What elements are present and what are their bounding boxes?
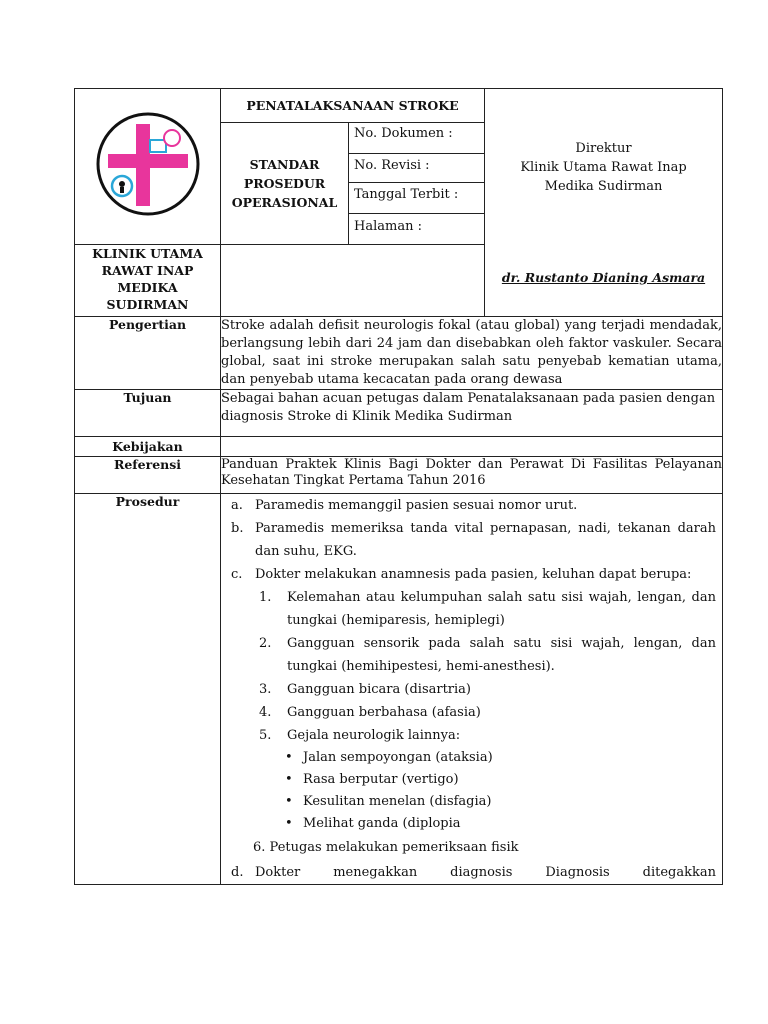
referensi-text: Panduan Praktek Klinis Bagi Dokter dan Perawat Di Fasilitas Pelayanan Kesehatan Tingkat Pertama Tahun 2016 [221,457,723,494]
sop-table [74,88,723,885]
director-name: dr. Rustanto Dianing Asmara [501,270,706,285]
bullet-icon: • [285,794,293,809]
symptom-bullet-1: • Jalan sempoyongan (ataksia) [227,747,716,769]
prosedur-content [221,494,723,885]
tujuan-text: Sebagai bahan acuan petugas dalam Penatalaksanaan pada pasien dengan diagnosis Stroke di Klinik Medika Sudirman [221,390,723,437]
logo-cell [75,89,221,245]
symptom-bullet-4: • Melihat ganda (diplopia [227,813,716,835]
symptom-bullet-3: • Kesulitan menelan (disfagia) [227,791,716,813]
page-number: Halaman : [354,219,422,234]
document-meta-cell [349,123,485,245]
prosedur-label: Prosedur [75,494,221,885]
step-c-2: 2. Gangguan sensorik pada salah satu sisi wajah, lengan, dan tungkai (hemihipestesi, hemi-anesthesi). [259,636,716,674]
step-d: d. Dokter menegakkan diagnosis Diagnosis ditegakkan [231,865,716,880]
bullet-icon: • [285,750,293,765]
kebijakan-text [221,437,723,457]
sop-document [74,88,722,885]
kebijakan-label: Kebijakan [75,437,221,457]
director-cell [485,89,723,317]
clinic-name: KLINIK UTAMA RAWAT INAP MEDIKA SUDIRMAN [75,245,221,317]
director-org-line-1: Klinik Utama Rawat Inap [520,160,687,175]
document-title: PENATALAKSANAAN STROKE [221,89,485,123]
director-org-line-2: Medika Sudirman [544,179,663,194]
step-c-5: 5. Gejala neurologik lainnya: [259,728,461,743]
bullet-icon: • [285,816,293,831]
pengertian-label: Pengertian [75,317,221,390]
step-c-4: 4. Gangguan berbahasa (afasia) [259,705,481,720]
pengertian-text: Stroke adalah defisit neurologis fokal (atau global) yang terjadi mendadak, berlangsung lebih dari 24 jam dan disebabkan oleh faktor vaskuler. Secara global, saat ini stroke merupakan salah satu penyebab kematian utama, dan penyebab utama kecacatan pada orang dewasa [221,317,723,390]
step-c-1: 1. Kelemahan atau kelumpuhan salah satu sisi wajah, lengan, dan tungkai (hemiparesis, hemiplegi) [259,590,716,628]
blank-header-cell [221,245,485,317]
referensi-label: Referensi [75,457,221,494]
issue-date: Tanggal Terbit : [349,183,484,214]
step-c-3: 3. Gangguan bicara (disartria) [259,682,471,697]
tujuan-label: Tujuan [75,390,221,437]
bullet-icon: • [285,772,293,787]
director-title: Direktur [575,141,632,156]
step-c-6: 6. Petugas melakukan pemeriksaan fisik [253,840,519,855]
clinic-logo-icon [92,108,204,220]
step-b: b. Paramedis memeriksa tanda vital pernapasan, nadi, tekanan darah dan suhu, EKG. [231,521,716,559]
sop-label: STANDAR PROSEDUR OPERASIONAL [221,123,349,245]
step-a: a. Paramedis memanggil pasien sesuai nomor urut. [231,498,578,513]
revision-number: No. Revisi : [349,154,484,183]
doc-number: No. Dokumen : [349,123,484,154]
step-c: c. Dokter melakukan anamnesis pada pasien, keluhan dapat berupa: [231,567,692,582]
symptom-bullet-2: • Rasa berputar (vertigo) [227,769,716,791]
